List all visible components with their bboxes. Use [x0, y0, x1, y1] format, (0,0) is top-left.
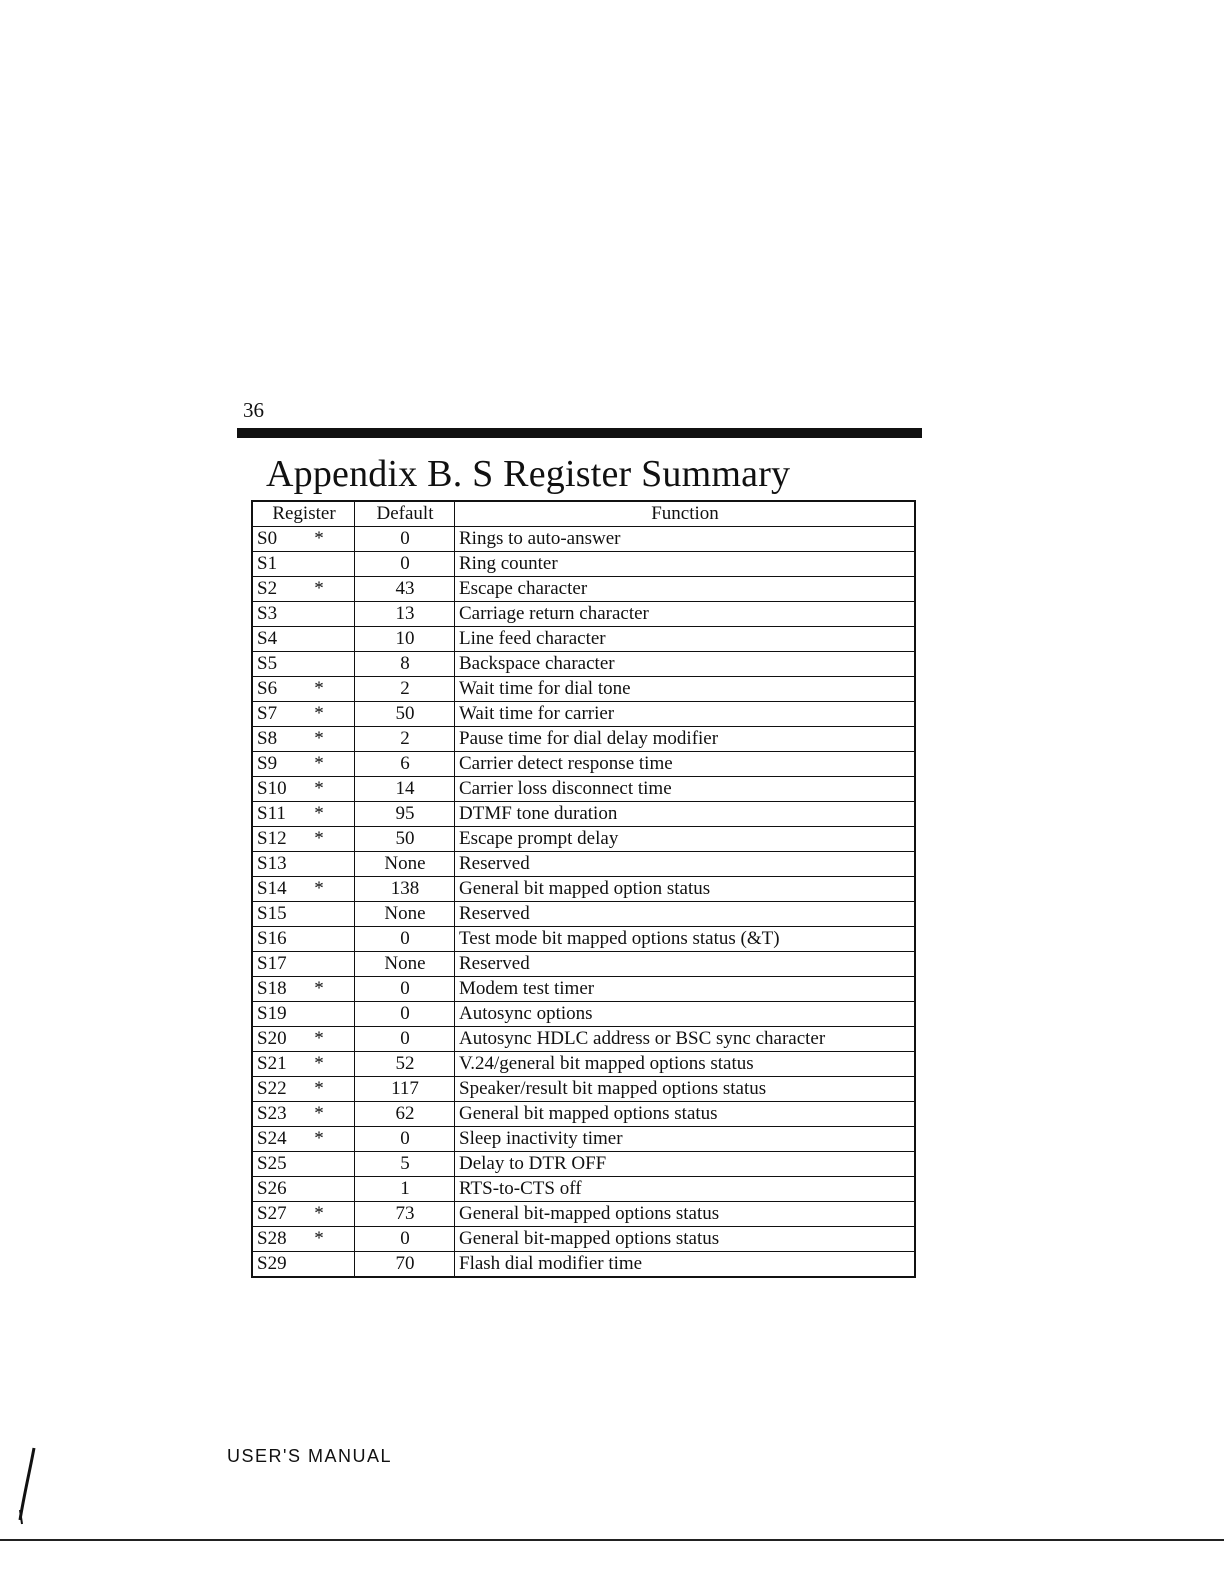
default-cell: 0 [355, 552, 455, 577]
register-cell [252, 627, 355, 652]
default-cell: 95 [355, 802, 455, 827]
table-row [252, 1227, 915, 1252]
table-row [252, 1177, 915, 1202]
function-cell: Flash dial modifier time [455, 1252, 916, 1278]
table-row [252, 702, 915, 727]
function-cell: Carrier loss disconnect time [455, 777, 916, 802]
function-cell: DTMF tone duration [455, 802, 916, 827]
table-row [252, 877, 915, 902]
register-asterisk: * [314, 878, 324, 899]
default-cell: 2 [355, 677, 455, 702]
register-cell [252, 927, 355, 952]
register-name: S6 [257, 678, 278, 699]
function-cell: Backspace character [455, 652, 916, 677]
register-name: S4 [257, 628, 278, 649]
register-name: S8 [257, 728, 278, 749]
register-asterisk: * [314, 1128, 324, 1149]
register-name: S18 [257, 978, 287, 999]
default-cell: 0 [355, 1027, 455, 1052]
default-cell: 62 [355, 1102, 455, 1127]
register-asterisk: * [314, 703, 324, 724]
function-cell: RTS-to-CTS off [455, 1177, 916, 1202]
table-row [252, 1152, 915, 1177]
function-cell: Escape prompt delay [455, 827, 916, 852]
default-cell: 0 [355, 1127, 455, 1152]
register-name: S19 [257, 1003, 287, 1024]
function-cell: Carrier detect response time [455, 752, 916, 777]
default-cell: None [355, 852, 455, 877]
table-row [252, 627, 915, 652]
register-name: S29 [257, 1253, 287, 1274]
register-cell [252, 877, 355, 902]
default-cell: 0 [355, 1227, 455, 1252]
page-number: 36 [243, 398, 264, 422]
register-name: S15 [257, 903, 287, 924]
header-register: Register [252, 501, 355, 527]
register-name: S28 [257, 1228, 287, 1249]
table-row [252, 652, 915, 677]
default-cell: 1 [355, 1177, 455, 1202]
table-row [252, 577, 915, 602]
header-function: Function [455, 501, 916, 527]
register-name: S17 [257, 953, 287, 974]
table-row [252, 602, 915, 627]
register-asterisk: * [314, 828, 324, 849]
register-cell [252, 802, 355, 827]
default-cell: 8 [355, 652, 455, 677]
function-cell: Carriage return character [455, 602, 916, 627]
default-cell: 0 [355, 1002, 455, 1027]
register-cell [252, 1002, 355, 1027]
register-asterisk: * [314, 778, 324, 799]
register-name: S20 [257, 1028, 287, 1049]
table-row [252, 752, 915, 777]
table-body [252, 527, 915, 1278]
default-cell: 43 [355, 577, 455, 602]
register-cell [252, 1177, 355, 1202]
table-row [252, 1077, 915, 1102]
register-cell [252, 1202, 355, 1227]
register-name: S22 [257, 1078, 287, 1099]
table-row [252, 1102, 915, 1127]
default-cell: 52 [355, 1052, 455, 1077]
function-cell: Line feed character [455, 627, 916, 652]
default-cell: 14 [355, 777, 455, 802]
register-name: S3 [257, 603, 278, 624]
footer-rule [0, 1539, 1224, 1541]
header-rule [237, 428, 922, 438]
register-cell [252, 1127, 355, 1152]
register-cell [252, 552, 355, 577]
table-row [252, 827, 915, 852]
default-cell: 13 [355, 602, 455, 627]
register-name: S1 [257, 553, 278, 574]
footer-text: USER'S MANUAL [227, 1446, 392, 1466]
register-asterisk: * [314, 678, 324, 699]
function-cell: Pause time for dial delay modifier [455, 727, 916, 752]
register-cell [252, 602, 355, 627]
register-name: S26 [257, 1178, 287, 1199]
function-cell: Reserved [455, 952, 916, 977]
default-cell: 0 [355, 977, 455, 1002]
table-row [252, 1252, 915, 1278]
default-cell: 0 [355, 927, 455, 952]
register-asterisk: * [314, 1053, 324, 1074]
register-cell [252, 1152, 355, 1177]
function-cell: Rings to auto-answer [455, 527, 916, 552]
table-row [252, 802, 915, 827]
function-cell: General bit mapped option status [455, 877, 916, 902]
register-cell [252, 752, 355, 777]
register-cell [252, 702, 355, 727]
register-cell [252, 527, 355, 552]
register-cell [252, 1102, 355, 1127]
register-cell [252, 977, 355, 1002]
register-cell [252, 827, 355, 852]
register-cell [252, 952, 355, 977]
default-cell: 2 [355, 727, 455, 752]
default-cell: 5 [355, 1152, 455, 1177]
register-cell [252, 1052, 355, 1077]
register-asterisk: * [314, 1228, 324, 1249]
table-row [252, 852, 915, 877]
table-row [252, 1127, 915, 1152]
s-register-table [251, 500, 916, 1278]
default-cell: 10 [355, 627, 455, 652]
function-cell: Delay to DTR OFF [455, 1152, 916, 1177]
register-name: S24 [257, 1128, 287, 1149]
function-cell: Modem test timer [455, 977, 916, 1002]
register-asterisk: * [314, 1103, 324, 1124]
register-asterisk: * [314, 803, 324, 824]
register-name: S5 [257, 653, 278, 674]
default-cell: 73 [355, 1202, 455, 1227]
register-cell [252, 1252, 355, 1278]
scan-edge-mark [0, 1440, 40, 1530]
function-cell: Speaker/result bit mapped options status [455, 1077, 916, 1102]
default-cell: 0 [355, 527, 455, 552]
register-name: S0 [257, 528, 278, 549]
table-row [252, 952, 915, 977]
function-cell: Autosync options [455, 1002, 916, 1027]
default-cell: 70 [355, 1252, 455, 1278]
register-cell [252, 1027, 355, 1052]
register-name: S10 [257, 778, 287, 799]
table-row [252, 777, 915, 802]
table-row [252, 1202, 915, 1227]
function-cell: V.24/general bit mapped options status [455, 1052, 916, 1077]
table-row [252, 677, 915, 702]
register-name: S7 [257, 703, 278, 724]
register-asterisk: * [314, 753, 324, 774]
function-cell: Reserved [455, 852, 916, 877]
register-name: S25 [257, 1153, 287, 1174]
register-name: S11 [257, 803, 286, 824]
register-asterisk: * [314, 978, 324, 999]
function-cell: General bit-mapped options status [455, 1227, 916, 1252]
register-name: S13 [257, 853, 287, 874]
table-header-row [252, 501, 915, 527]
function-cell: Test mode bit mapped options status (&T) [455, 927, 916, 952]
default-cell: 50 [355, 702, 455, 727]
function-cell: General bit mapped options status [455, 1102, 916, 1127]
function-cell: Wait time for carrier [455, 702, 916, 727]
page-title: Appendix B. S Register Summary [266, 453, 791, 495]
function-cell: Autosync HDLC address or BSC sync character [455, 1027, 916, 1052]
default-cell: None [355, 902, 455, 927]
function-cell: General bit-mapped options status [455, 1202, 916, 1227]
function-cell: Ring counter [455, 552, 916, 577]
table-row [252, 727, 915, 752]
table-row [252, 927, 915, 952]
register-asterisk: * [314, 528, 324, 549]
default-cell: 6 [355, 752, 455, 777]
table-row [252, 527, 915, 552]
register-name: S23 [257, 1103, 287, 1124]
default-cell: 117 [355, 1077, 455, 1102]
register-cell [252, 652, 355, 677]
register-asterisk: * [314, 1028, 324, 1049]
register-cell [252, 577, 355, 602]
register-asterisk: * [314, 578, 324, 599]
table-row [252, 902, 915, 927]
register-asterisk: * [314, 1078, 324, 1099]
function-cell: Reserved [455, 902, 916, 927]
function-cell: Wait time for dial tone [455, 677, 916, 702]
register-cell [252, 677, 355, 702]
register-cell [252, 727, 355, 752]
default-cell: 138 [355, 877, 455, 902]
register-cell [252, 1227, 355, 1252]
table-row [252, 1052, 915, 1077]
table-row [252, 552, 915, 577]
table-row [252, 1027, 915, 1052]
register-name: S2 [257, 578, 278, 599]
register-name: S14 [257, 878, 287, 899]
default-cell: 50 [355, 827, 455, 852]
register-cell [252, 1077, 355, 1102]
table-row [252, 1002, 915, 1027]
register-cell [252, 902, 355, 927]
function-cell: Escape character [455, 577, 916, 602]
default-cell: None [355, 952, 455, 977]
register-asterisk: * [314, 728, 324, 749]
register-cell [252, 852, 355, 877]
register-name: S9 [257, 753, 278, 774]
header-default: Default [355, 501, 455, 527]
register-name: S16 [257, 928, 287, 949]
register-name: S21 [257, 1053, 287, 1074]
register-cell [252, 777, 355, 802]
register-asterisk: * [314, 1203, 324, 1224]
table-row [252, 977, 915, 1002]
register-name: S12 [257, 828, 287, 849]
function-cell: Sleep inactivity timer [455, 1127, 916, 1152]
register-name: S27 [257, 1203, 287, 1224]
